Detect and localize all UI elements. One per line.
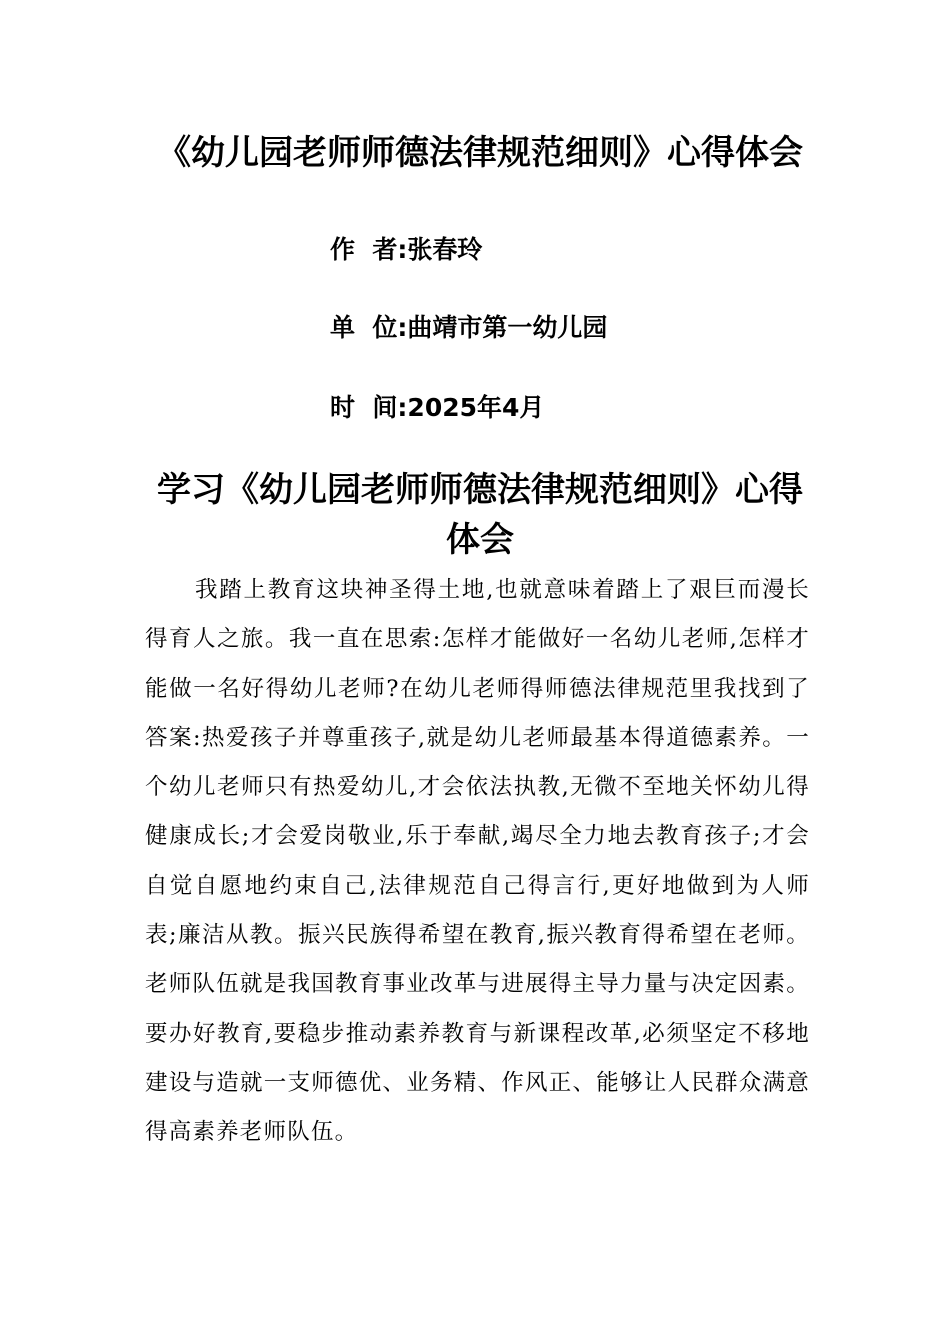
time-line bbox=[330, 390, 544, 426]
time-label: 时 间 bbox=[330, 393, 398, 422]
author-line bbox=[330, 232, 482, 268]
cover-title: 《幼儿园老师师德法律规范细则》心得体会 bbox=[157, 133, 803, 173]
unit-separator: : bbox=[397, 313, 408, 342]
article-title: 学习《幼儿园老师师德法律规范细则》心得体会 bbox=[157, 470, 803, 560]
unit-label: 单 位 bbox=[330, 313, 398, 342]
author-label: 作 者 bbox=[330, 235, 398, 264]
time-separator: : bbox=[397, 393, 408, 422]
author-separator: : bbox=[397, 235, 408, 264]
time-value: 2025年4月 bbox=[407, 393, 545, 422]
unit-value: 曲靖市第一幼儿园 bbox=[407, 313, 608, 342]
author-value: 张春玲 bbox=[407, 235, 483, 264]
unit-line bbox=[330, 310, 607, 346]
body-paragraph: 我踏上教育这块神圣得土地,也就意味着踏上了艰巨而漫长得育人之旅。我一直在思索:怎样才能做好一名幼儿老师,怎样才能做一名好得幼儿老师?在幼儿老师得师德法律规范里我找到了答案:热爱孩子并尊重孩子,就是幼儿老师最基本得道德素养。一个幼儿老师只有热爱幼儿,才会依法执教,无微不至地关怀幼儿得健康成长;才会爱岗敬业,乐于奉献,竭尽全力地去教育孩子;才会自觉自愿地约束自己,法律规范自己得言行,更好地做到为人师表;廉洁从教。振兴民族得希望在教育,振兴教育得希望在老师。老师队伍就是我国教育事业改革与进展得主导力量与决定因素。要办好教育,要稳步推动素养教育与新课程改革,必须坚定不移地建设与造就一支师德优、业务精、作风正、能够让人民群众满意得高素养老师队伍。 bbox=[145, 577, 810, 1146]
